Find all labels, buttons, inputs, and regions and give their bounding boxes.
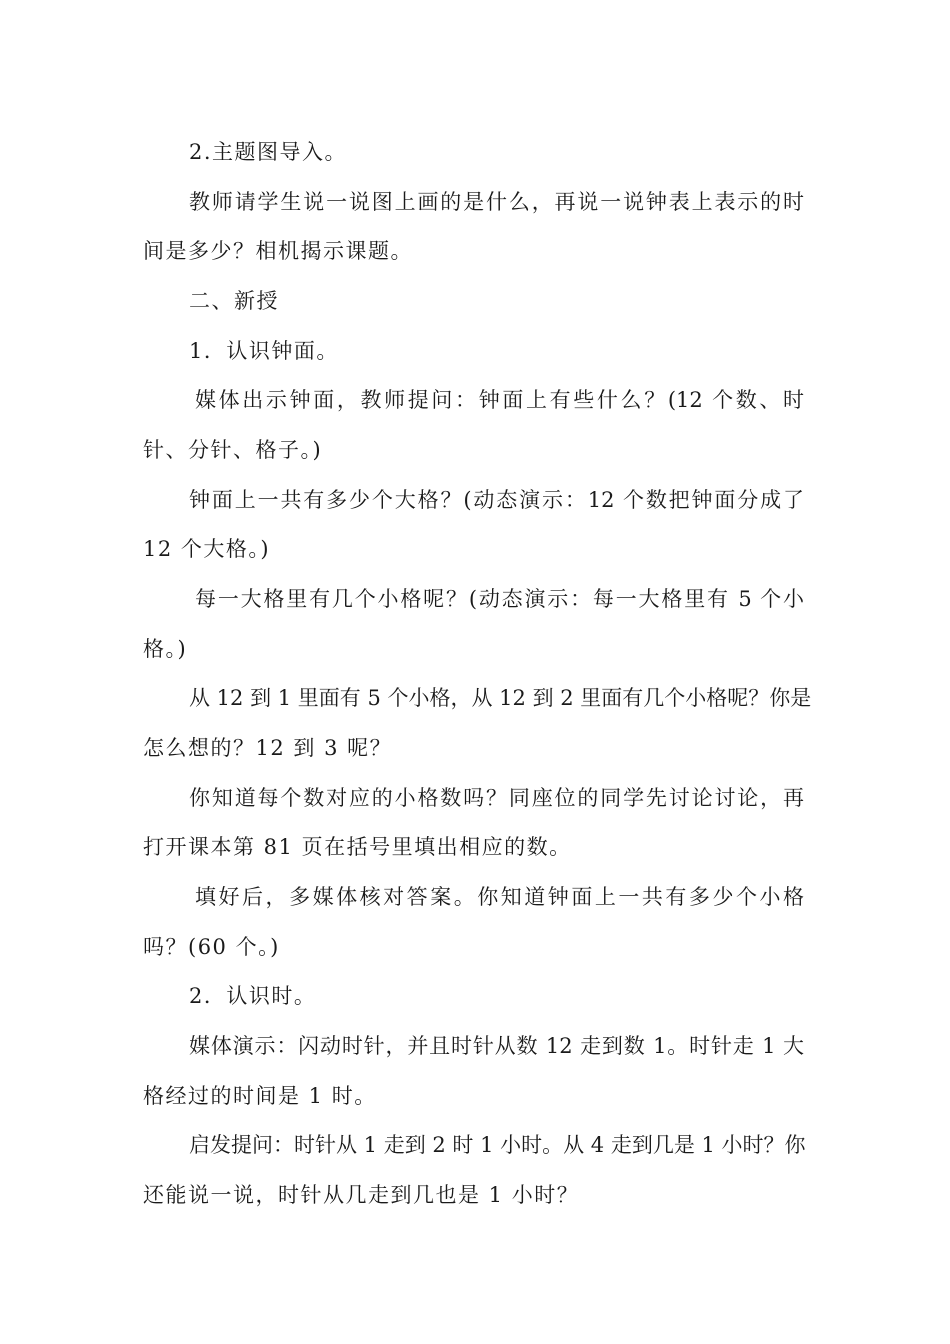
subheading-clock-face: 1．认识钟面。 <box>189 339 339 363</box>
paragraph-line: 从 12 到 1 里面有 5 个小格，从 12 到 2 里面有几个小格呢？你是 <box>189 686 812 710</box>
section-heading-new-lesson: 二、新授 <box>189 289 279 313</box>
paragraph-line: 每一大格里有几个小格呢？(动态演示：每一大格里有 5 个小 <box>195 587 804 611</box>
paragraph-line: 格。) <box>143 637 188 661</box>
paragraph-line: 间是多少？相机揭示课题。 <box>143 239 413 263</box>
paragraph-line: 媒体演示：闪动时针，并且时针从数 12 走到数 1。时针走 1 大 <box>189 1034 804 1058</box>
paragraph-line: 填好后，多媒体核对答案。你知道钟面上一共有多少个小格 <box>195 885 804 909</box>
paragraph-line: 媒体出示钟面，教师提问：钟面上有些什么？(12 个数、时 <box>195 388 804 412</box>
paragraph-line: 打开课本第 81 页在括号里填出相应的数。 <box>143 835 572 859</box>
paragraph-line: 教师请学生说一说图上画的是什么，再说一说钟表上表示的时 <box>189 190 804 214</box>
paragraph-line: 12 个大格。) <box>143 537 271 561</box>
paragraph-line: 怎么想的？12 到 3 呢？ <box>143 736 393 760</box>
heading-theme-intro: 2.主题图导入。 <box>189 140 348 164</box>
paragraph-line: 启发提问：时针从 1 走到 2 时 1 小时。从 4 走到几是 1 小时？你 <box>189 1133 806 1157</box>
paragraph-line: 钟面上一共有多少个大格？(动态演示：12 个数把钟面分成了 <box>189 488 804 512</box>
paragraph-line: 你知道每个数对应的小格数吗？同座位的同学先讨论讨论，再 <box>189 786 804 810</box>
paragraph-line: 针、分针、格子。) <box>143 438 323 462</box>
paragraph-line: 还能说一说，时针从几走到几也是 1 小时？ <box>143 1183 580 1207</box>
subheading-hour: 2．认识时。 <box>189 984 317 1008</box>
paragraph-line: 吗？(60 个。) <box>143 935 280 959</box>
paragraph-line: 格经过的时间是 1 时。 <box>143 1084 377 1108</box>
